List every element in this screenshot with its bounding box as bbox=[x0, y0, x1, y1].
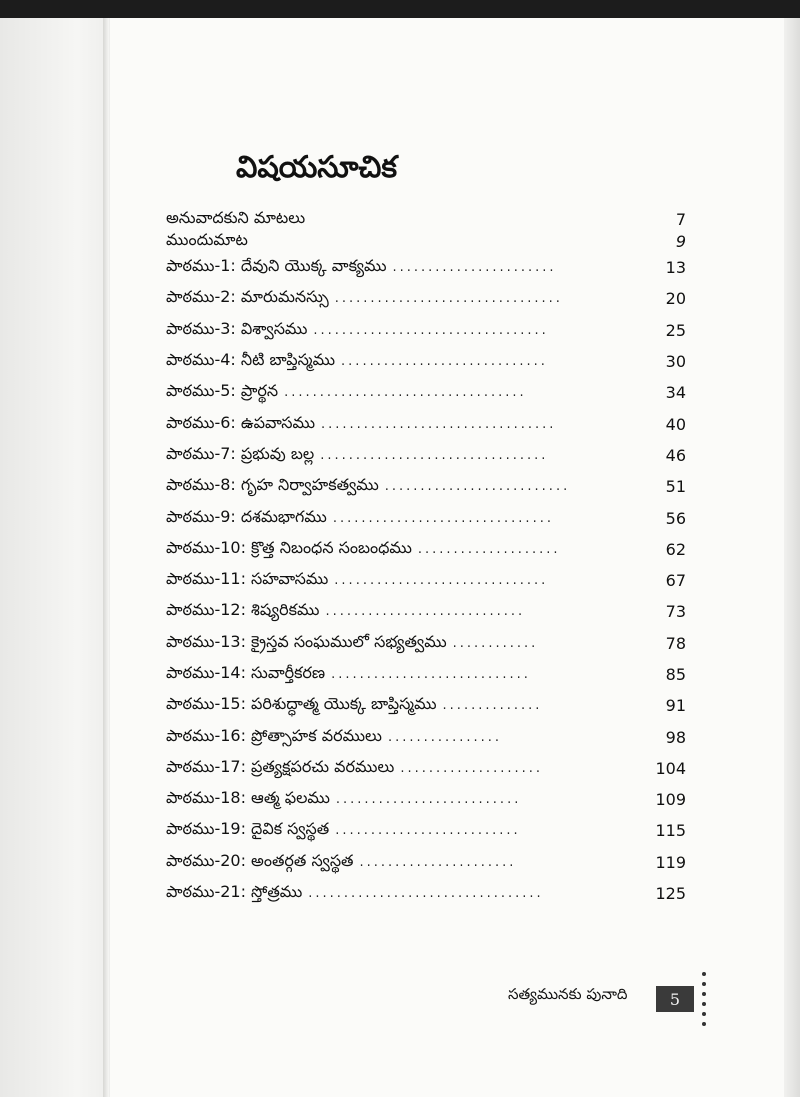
toc-entry-label: పాఠము-18: ఆత్మ ఫలము bbox=[166, 788, 330, 808]
toc-row bbox=[166, 502, 686, 533]
toc-entry-label: పాఠము-21: స్తోత్రము bbox=[166, 882, 303, 902]
toc-page-number: 73 bbox=[665, 602, 686, 622]
toc-page-number: 98 bbox=[665, 727, 686, 747]
toc-entry-label: పాఠము-20: అంతర్గత స్వస్థత bbox=[166, 850, 354, 870]
toc-entry-label: ముందుమాట bbox=[166, 229, 248, 249]
decorative-dots bbox=[702, 972, 708, 1028]
toc-leader-dots: ....................... bbox=[392, 260, 557, 276]
toc-entry-label: పాఠము-17: ప్రత్యక్షపరచు వరములు bbox=[166, 756, 395, 776]
toc-leader-dots: .................................. bbox=[284, 385, 527, 401]
toc-entry-label: పాఠము-9: దశమభాగము bbox=[166, 506, 327, 526]
toc-row bbox=[166, 690, 686, 721]
footer-book-title: సత్యమునకు పునాది bbox=[508, 985, 628, 1003]
toc-page-number: 40 bbox=[665, 414, 686, 434]
page-right-edge bbox=[784, 18, 800, 1097]
book-spine bbox=[103, 18, 109, 1097]
toc-entry-label: పాఠము-4: నీటి బాప్తిస్మము bbox=[166, 350, 336, 370]
toc-entry-label: పాఠము-11: సహవాసము bbox=[166, 569, 329, 589]
toc-row bbox=[166, 878, 686, 909]
toc-page-number: 67 bbox=[665, 571, 686, 591]
page-title: విషయసూచిక bbox=[236, 150, 398, 185]
table-of-contents bbox=[166, 208, 686, 909]
toc-front-item-translator-note bbox=[166, 208, 686, 230]
toc-leader-dots: ...................... bbox=[359, 854, 517, 870]
toc-leader-dots: .......................... bbox=[384, 479, 571, 495]
toc-page-number: 13 bbox=[665, 258, 686, 278]
toc-page-number: 62 bbox=[665, 539, 686, 559]
toc-row bbox=[166, 440, 686, 471]
toc-page-number: 7 bbox=[675, 209, 686, 229]
toc-row bbox=[166, 847, 686, 878]
toc-leader-dots: .......................... bbox=[335, 823, 521, 839]
toc-leader-dots: ................................. bbox=[308, 886, 544, 902]
toc-row bbox=[166, 471, 686, 502]
toc-leader-dots: .......................... bbox=[335, 792, 522, 808]
toc-front-item-preface bbox=[166, 230, 686, 252]
toc-entry-label: పాఠము-14: సువార్తీకరణ bbox=[166, 663, 326, 682]
toc-row bbox=[166, 346, 686, 377]
toc-entry-label: పాఠము-10: క్రొత్త నిబంధన సంబంధము bbox=[166, 537, 412, 557]
toc-row bbox=[166, 753, 686, 784]
toc-row bbox=[166, 815, 686, 846]
toc-page-number: 85 bbox=[665, 665, 686, 684]
toc-page-number: 25 bbox=[665, 320, 686, 340]
toc-page-number: 115 bbox=[655, 821, 686, 841]
toc-page-number: 104 bbox=[655, 758, 686, 778]
toc-leader-dots: .............. bbox=[442, 698, 543, 714]
toc-leader-dots: ................................ bbox=[320, 447, 549, 463]
toc-page-number: 34 bbox=[665, 383, 686, 403]
toc-entry-label: పాఠము-5: ప్రార్థన bbox=[166, 381, 279, 401]
facing-page-edge bbox=[0, 18, 110, 1097]
toc-row bbox=[166, 252, 686, 283]
toc-page-number: 51 bbox=[665, 477, 686, 497]
toc-entry-label: పాఠము-16: ప్రోత్సాహక వరములు bbox=[166, 725, 382, 745]
toc-row bbox=[166, 565, 686, 596]
toc-leader-dots: ................ bbox=[387, 729, 503, 745]
toc-entry-label: పాఠము-3: విశ్వాసము bbox=[166, 318, 308, 338]
toc-entry-label: పాఠము-19: దైవిక స్వస్థత bbox=[166, 819, 330, 839]
toc-leader-dots: ............ bbox=[452, 635, 539, 651]
toc-row bbox=[166, 315, 686, 346]
toc-leader-dots: ............................... bbox=[332, 510, 554, 526]
toc-row bbox=[166, 377, 686, 408]
toc-leader-dots: ............................ bbox=[331, 667, 531, 682]
toc-row bbox=[166, 784, 686, 815]
toc-row bbox=[166, 721, 686, 752]
toc-entry-label: పాఠము-7: ప్రభువు బల్ల bbox=[166, 443, 315, 463]
toc-page-number: 125 bbox=[655, 884, 686, 904]
toc-row bbox=[166, 534, 686, 565]
toc-leader-dots: ............................ bbox=[325, 604, 526, 620]
toc-row bbox=[166, 596, 686, 627]
toc-page-number: 78 bbox=[665, 633, 686, 653]
toc-entry-label: అనువాదకుని మాటలు bbox=[166, 207, 306, 227]
footer-page-number: 5 bbox=[656, 986, 694, 1012]
toc-page-number: 9 bbox=[675, 231, 686, 251]
toc-page-number: 56 bbox=[665, 508, 686, 528]
toc-page-number: 109 bbox=[655, 790, 686, 810]
lesson-list bbox=[166, 252, 686, 909]
toc-leader-dots: .............................. bbox=[334, 573, 549, 589]
toc-leader-dots: .................... bbox=[417, 541, 561, 557]
toc-row bbox=[166, 283, 686, 314]
toc-page-number: 91 bbox=[665, 696, 686, 716]
toc-entry-label: పాఠము-8: గృహ నిర్వాహకత్వము bbox=[166, 475, 379, 495]
toc-page-number: 30 bbox=[665, 352, 686, 372]
toc-page-number: 119 bbox=[655, 852, 686, 872]
toc-row bbox=[166, 628, 686, 659]
toc-entry-label: పాఠము-6: ఉపవాసము bbox=[166, 412, 315, 432]
toc-leader-dots: ................................. bbox=[321, 416, 557, 432]
toc-entry-label: పాఠము-12: శిష్యరికము bbox=[166, 600, 320, 620]
toc-page-number: 20 bbox=[665, 289, 686, 309]
toc-entry-label: పాఠము-2: మారుమనస్సు bbox=[166, 287, 329, 307]
toc-leader-dots: .................... bbox=[400, 760, 543, 776]
toc-entry-label: పాఠము-15: పరిశుద్ధాత్మ యొక్క బాప్తిస్మము bbox=[166, 694, 437, 714]
toc-row bbox=[166, 408, 686, 439]
toc-leader-dots: ............................. bbox=[341, 354, 548, 370]
toc-entry-label: పాఠము-1: దేవుని యొక్క వాక్యము bbox=[166, 256, 387, 276]
toc-leader-dots: ................................ bbox=[334, 291, 563, 307]
toc-row bbox=[166, 659, 686, 690]
toc-leader-dots: ................................. bbox=[313, 322, 549, 338]
toc-entry-label: పాఠము-13: క్రైస్తవ సంఘములో సభ్యత్వము bbox=[166, 631, 447, 651]
toc-page-number: 46 bbox=[665, 445, 686, 465]
